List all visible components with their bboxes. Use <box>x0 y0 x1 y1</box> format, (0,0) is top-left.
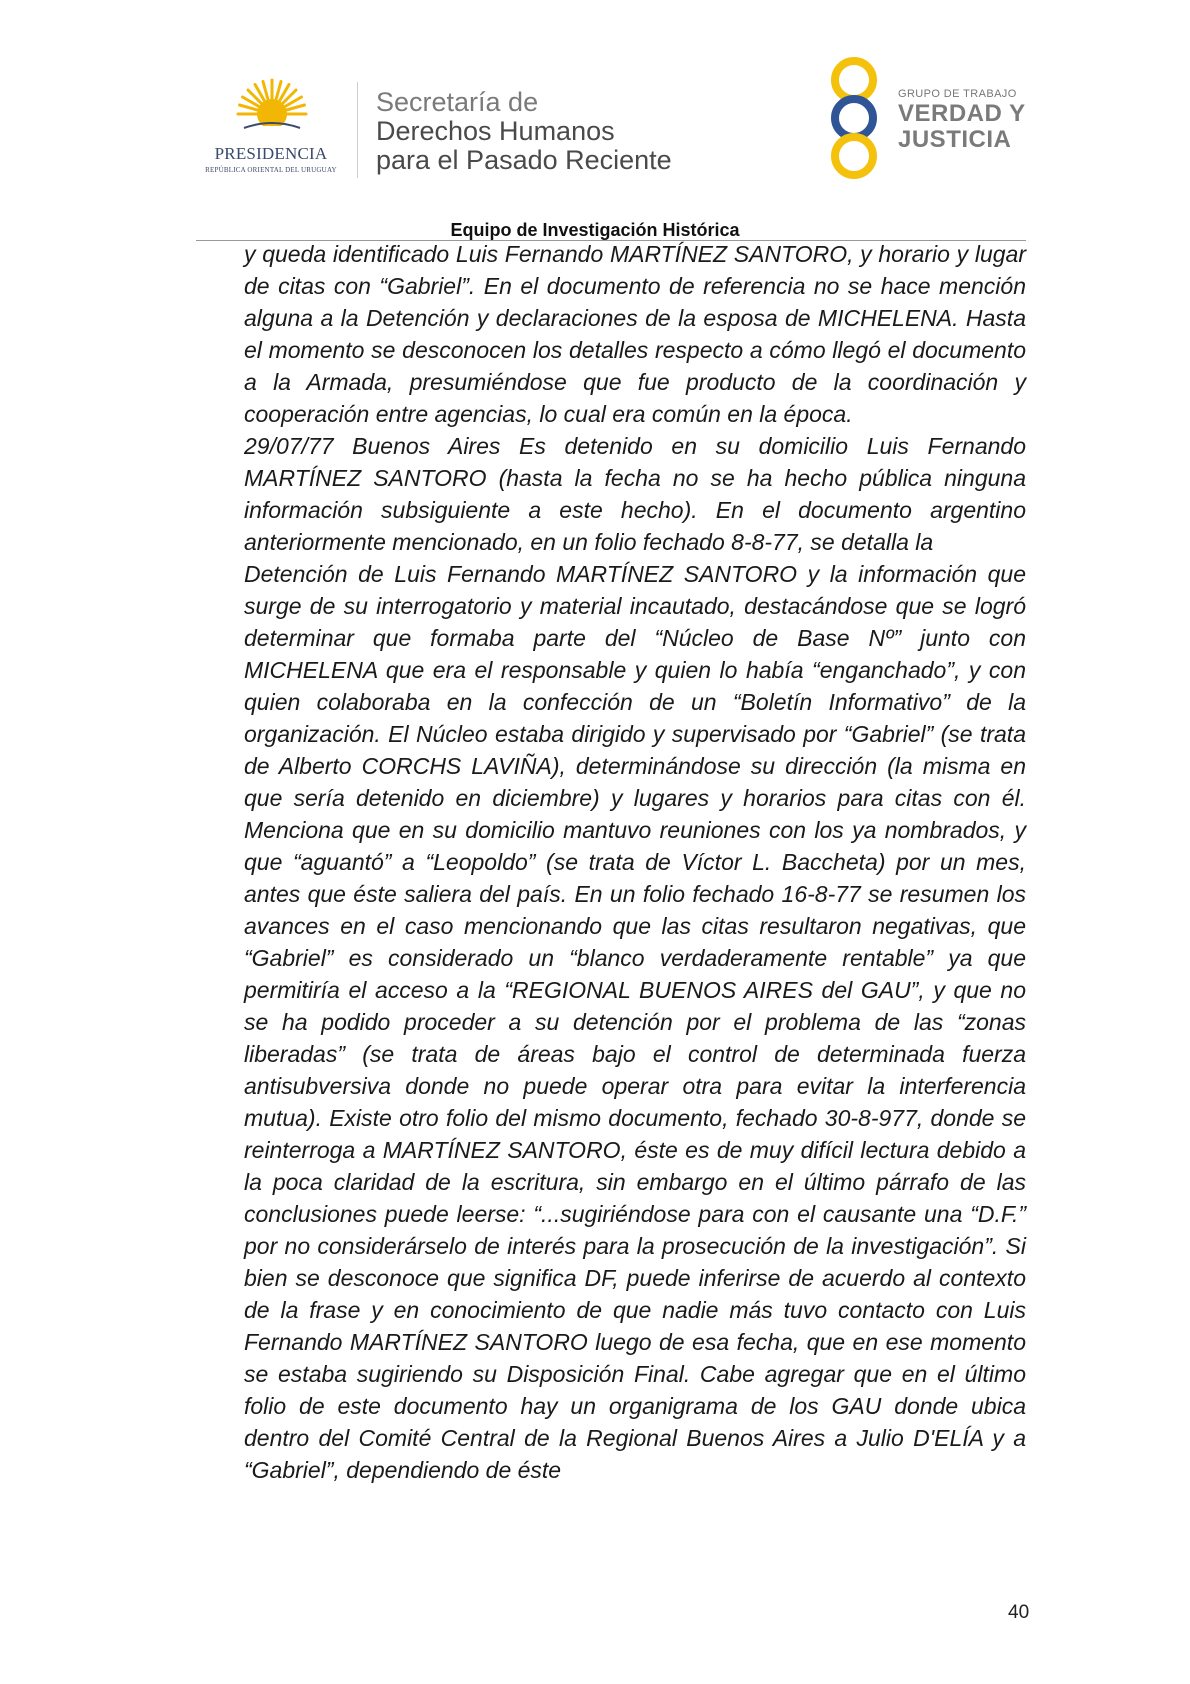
verdad-label: VERDAD Y <box>898 100 1026 127</box>
document-header <box>0 0 1190 240</box>
presidencia-title: PRESIDENCIA <box>214 144 328 163</box>
paragraph-3: Detención de Luis Fernando MARTÍNEZ SANTORO y la información que surge de su interrogatorio y material incautado, destacándose que se logró determinar que formaba parte del “Núcleo de Base Nº” junto con MICHELENA que era el responsable y quien lo había “enganchado”, y con quien colaboraba en la confección de un “Boletín Informativo” de la organización. El Núcleo estaba dirigido y supervisado por “Gabriel” (se trata de Alberto CORCHS LAVIÑA), determinándose su dirección (la misma en que sería detenido en diciembre) y lugares y horarios para citas con él. Menciona que en su domicilio mantuvo reuniones con los ya nombrados, y que “aguantó” a “Leopoldo” (se trata de Víctor L. Baccheta) por un mes, antes que éste saliera del país. En un folio fechado 16-8-77 se resumen los avances en el caso mencionando que las citas resultaron negativas, que “Gabriel” es considerado un “blanco verdaderamente rentable” ya que permitiría el acceso a la “REGIONAL BUENOS AIRES del GAU”, y que no se ha podido proceder a su detención por el problema de las “zonas liberadas” (se trata de áreas bajo el control de determinada fuerza antisubversiva donde no puede operar otra para evitar la interferencia mutua). Existe otro folio del mismo documento, fechado 30-8-977, donde se reinterroga a MARTÍNEZ SANTORO, éste es de muy difícil lectura debido a la poca claridad de la escritura, sin embargo en el último párrafo de las conclusiones puede leerse: “...sugiriéndose para con el causante una “D.F.” por no considerárselo de interés para la prosecución de la investigación”. Si bien se desconoce que significa DF, puede inferirse de acuerdo al contexto de la frase y en conocimiento de que nadie más tuvo contacto con Luis Fernando MARTÍNEZ SANTORO luego de esa fecha, que en ese momento se estaba sugiriendo su Disposición Final. Cabe agregar que en el último folio de este documento hay un organigrama de los GAU donde ubica dentro del Comité Central de la Regional Buenos Aires a Julio D'ELÍA y a “Gabriel”, dependiendo de éste <box>244 561 1026 1483</box>
grupo-trabajo-label: GRUPO DE TRABAJO <box>898 88 1017 100</box>
presidencia-subtitle: REPÚBLICA ORIENTAL DEL URUGUAY <box>205 166 337 174</box>
sun-emblem-icon <box>236 78 308 150</box>
logo-divider <box>357 82 358 178</box>
page-number: 40 <box>1008 1602 1030 1623</box>
paragraph-2: 29/07/77 Buenos Aires Es detenido en su domicilio Luis Fernando MARTÍNEZ SANTORO (hasta la fecha no se ha hecho pública ninguna información subsiguiente a este hecho). En el documento argentino anteriormente mencionado, en un folio fechado 8-8-77, se detalla la <box>244 433 1026 555</box>
paragraph-1: y queda identificado Luis Fernando MARTÍNEZ SANTORO, y horario y lugar de citas con “Gabriel”. En el documento de referencia no se hace mención alguna a la Detención y declaraciones de la esposa de MICHELENA. Hasta el momento se desconocen los detalles respecto a cómo llegó el documento a la Armada, presumiéndose que fue producto de la coordinación y cooperación entre agencias, lo cual era común en la época. <box>244 241 1026 427</box>
linked-rings-icon <box>818 56 890 181</box>
presidencia-logo <box>196 78 346 178</box>
secretaria-line-2: Derechos Humanos <box>376 116 615 146</box>
document-body <box>244 238 1026 1486</box>
secretaria-line-3: para el Pasado Reciente <box>376 145 672 175</box>
team-heading: Equipo de Investigación Histórica <box>450 220 740 240</box>
grupo-trabajo-logo <box>818 56 1028 181</box>
justicia-label: JUSTICIA <box>898 126 1012 153</box>
secretaria-logo <box>376 88 672 175</box>
secretaria-line-1: Secretaría de <box>376 87 539 117</box>
